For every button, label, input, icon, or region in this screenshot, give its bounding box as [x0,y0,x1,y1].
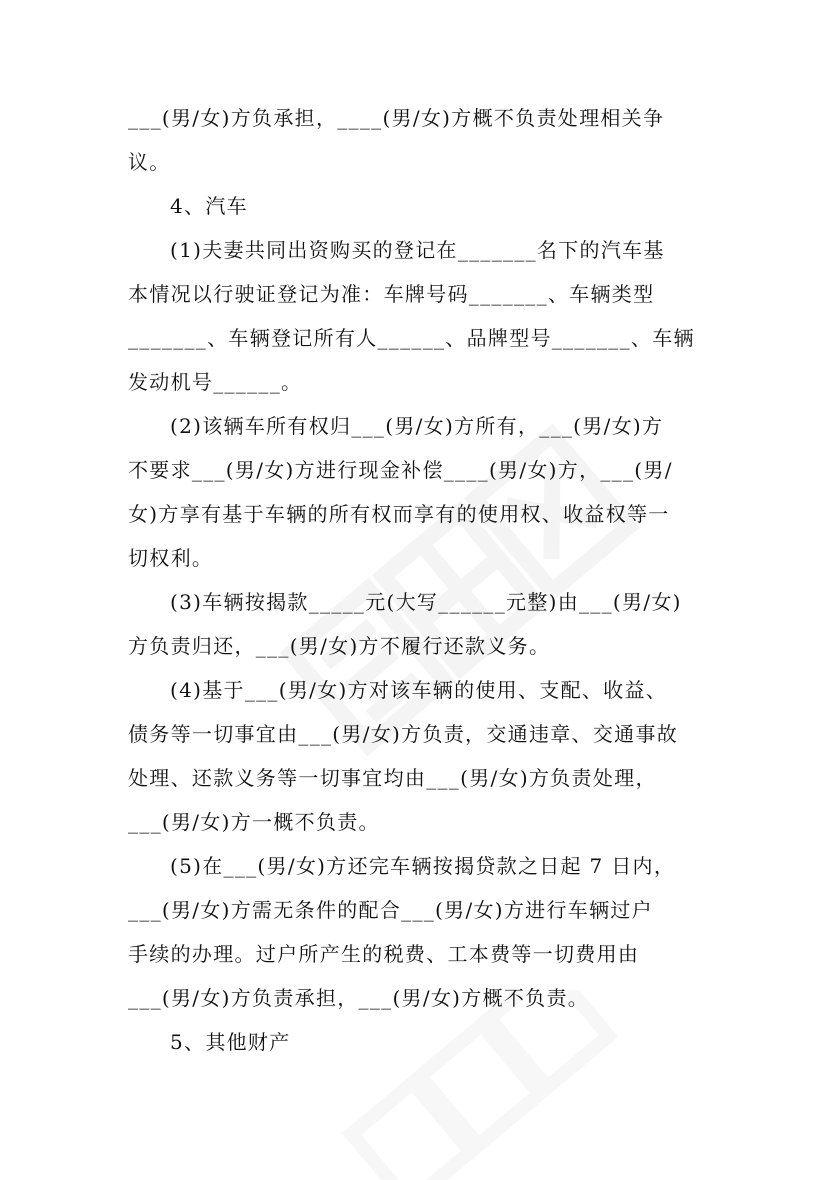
paragraph-car-1 [128,228,718,404]
text-line: 方负责归还，___(男/女)方不履行还款义务。 [128,634,551,658]
text-line: 议。 [128,150,171,174]
text-line: 不要求___(男/女)方进行现金补偿____(男/女)方，___(男/ [128,458,673,482]
text-line: 处理、还款义务等一切事宜均由___(男/女)方负责处理， [128,766,657,790]
text-line: (3)车辆按揭款_____元(大写______元整)由___(男/女) [170,590,682,614]
section-heading: 4、汽车 [170,194,248,218]
text-line: 债务等一切事宜由___(男/女)方负责，交通违章、交通事故 [128,722,679,746]
text-line: (4)基于___(男/女)方对该车辆的使用、支配、收益、 [170,678,668,702]
paragraph-car-2 [128,404,718,580]
text-line: 手续的办理。过户所产生的税费、工本费等一切费用由 [128,942,640,966]
text-line: ___(男/女)方一概不负责。 [128,810,380,834]
document-body [128,96,718,1064]
text-line: (2)该辆车所有权归___(男/女)方所有，___(男/女)方 [170,414,664,438]
section-heading-car [128,184,718,228]
text-line: 发动机号______。 [128,370,303,394]
text-line: 女)方享有基于车辆的所有权而享有的使用权、收益权等一 [128,502,670,526]
text-line: _______、车辆登记所有人______、品牌型号_______、车辆 [128,326,695,350]
paragraph-continued [128,96,718,184]
paragraph-car-5 [128,844,718,1020]
text-line: ___(男/女)方需无条件的配合___(男/女)方进行车辆过户 [128,898,653,922]
paragraph-car-3 [128,580,718,668]
text-line: ___(男/女)方负承担，____(男/女)方概不负责处理相关争 [128,106,665,130]
section-heading: 5、其他财产 [170,1030,291,1054]
text-line: (1)夫妻共同出资购买的登记在_______名下的汽车基 [170,238,665,262]
text-line: 切权利。 [128,546,214,570]
paragraph-car-4 [128,668,718,844]
text-line: ___(男/女)方负责承担，___(男/女)方概不负责。 [128,986,590,1010]
text-line: 本情况以行驶证登记为准：车牌号码_______、车辆类型 [128,282,655,306]
text-line: (5)在___(男/女)方还完车辆按揭贷款之日起 7 日内， [170,854,676,878]
section-heading-other [128,1020,718,1064]
